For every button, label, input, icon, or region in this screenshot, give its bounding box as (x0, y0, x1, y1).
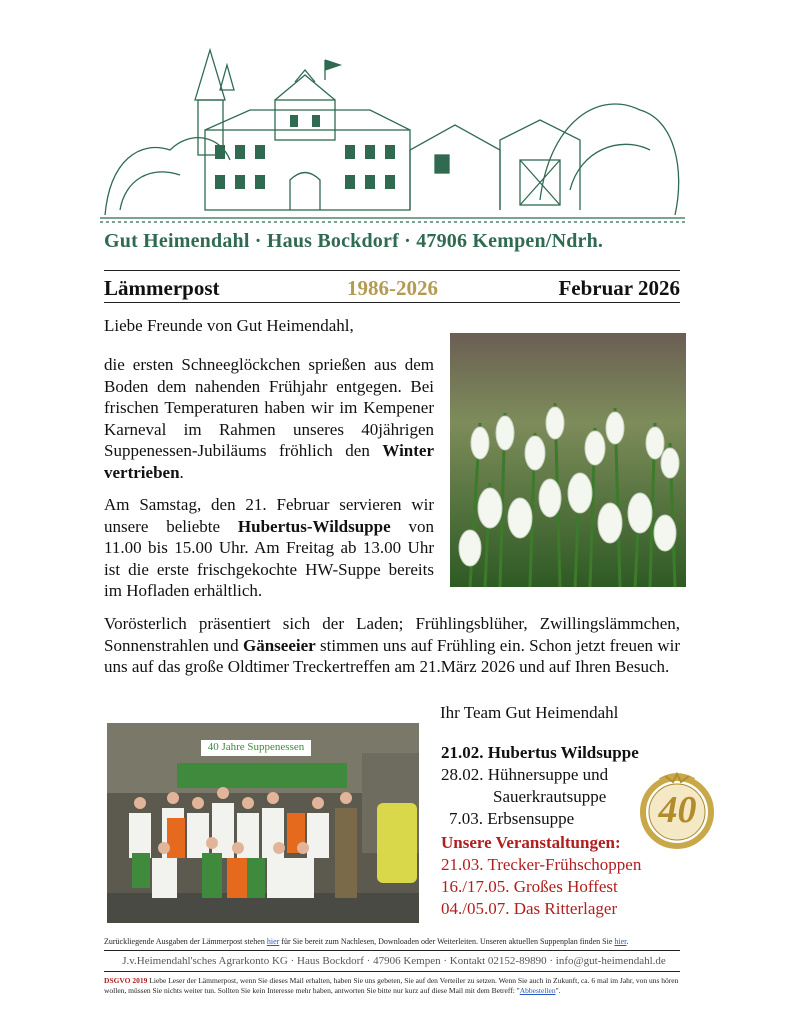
greeting: Liebe Freunde von Gut Heimendahl, (104, 316, 354, 335)
schedule-item: 28.02. Hühnersuppe und (441, 765, 609, 784)
paragraph-1 (104, 354, 434, 483)
archive-link[interactable]: hier (266, 937, 280, 946)
dsgvo-end: ". (555, 985, 561, 995)
archive-text-b: für Sie bereit zum Nachlesen, Downloaden oder Weiterleiten. Unseren aktuellen Suppenplan finden Sie (279, 937, 615, 946)
medal-number: 40 (658, 789, 697, 831)
paragraph-3 (104, 613, 680, 678)
events-title: Unsere Veranstaltungen: (441, 833, 621, 852)
estate-drawing (100, 40, 685, 225)
issue-date: Februar 2026 (558, 276, 680, 300)
masthead (104, 276, 680, 302)
masthead-bottom-rule (104, 302, 680, 303)
group-photo-image (107, 723, 419, 923)
dsgvo-label: DSGVO 2019 (104, 976, 148, 985)
archive-note (104, 937, 684, 946)
p2-end: von 11.00 bis 15.00 Uhr. Am Freitag ab 13.00 Uhr ist die erste frischgekochte HW-Suppe bereits im Hofladen erhältlich. (104, 516, 434, 600)
schedule-item: Sauerkrautsuppe (493, 787, 607, 806)
soup-plan-link[interactable]: hier (614, 937, 627, 946)
p1-bold: Winter vertrieben (104, 441, 434, 482)
newsletter-title: Lämmerpost (104, 276, 220, 300)
event-item: 21.03. Trecker-Frühschoppen (441, 855, 642, 874)
p3-bold: Gänseeier (242, 635, 316, 655)
org-address-line: Gut Heimendahl · Haus Bockdorf · 47906 Kempen/Ndrh. (104, 230, 604, 252)
p1-text: die ersten Schneeglöckchen sprießen aus dem Boden dem nahenden Frühjahr entgegen. Bei frischen Temperaturen haben wir im Kempener Karneval im Rahmen unseres 40jährigen Suppenessen-Jubiläums fröhlich den (104, 355, 434, 460)
footer-rule-2 (104, 971, 680, 972)
schedule-item: 7.03. Erbsensuppe (449, 809, 575, 828)
signature: Ihr Team Gut Heimendahl (440, 703, 619, 722)
schedule-item: 21.02. Hubertus Wildsuppe (441, 743, 639, 762)
paragraph-2 (104, 494, 434, 602)
dsgvo-note (104, 976, 680, 995)
contact-line: J.v.Heimendahl'sches Agrarkonto KG · Haus Bockdorf · 47906 Kempen · Kontakt 02152-89890 · info@gut-heimendahl.de (122, 955, 666, 967)
p2-text: Am Samstag, den 21. Februar servieren wir unsere beliebte (104, 495, 434, 536)
event-item: 04./05.07. Das Ritterlager (441, 899, 618, 918)
soup-schedule (441, 742, 641, 920)
p2-bold: Hubertus-Wildsuppe (237, 516, 391, 536)
footer-rule (104, 950, 680, 951)
dsgvo-text: Liebe Leser der Lämmerpost, wenn Sie dieses Mail erhalten, haben Sie uns gebeten, Sie auf den Verteiler zu setzen. Wenn Sie auch in Zukunft, ca. 6 mal im Jahr, von uns hören wollen, müssen Sie nichts weiter tun. Sollten Sie kein Interesse mehr haben, antworten Sie bitte nur kurz auf diese Mail mit dem Betreff: " (104, 976, 679, 995)
p3-text: Vorösterlich präsentiert sich der Laden; Frühlingsblüher, Zwillingslämmchen, Sonnenstrahlen und (104, 614, 680, 655)
unsubscribe-link[interactable]: Abbestellen (519, 985, 556, 995)
event-item: 16./17.05. Großes Hoffest (441, 877, 618, 896)
p3-end: stimmen uns auf Frühling ein. Schon jetzt freuen wir uns auf das große Oldtimer Treckertreffen am 21.März 2026 und auf Ihren Besuch. (104, 635, 680, 676)
masthead-top-rule (104, 270, 680, 271)
archive-text-c: . (626, 937, 629, 946)
snowdrops-photo (450, 333, 686, 587)
anniversary-medal (635, 770, 720, 850)
anniversary-years: 1986-2026 (347, 276, 438, 300)
group-photo (107, 723, 419, 923)
archive-text-a: Zurückliegende Ausgaben der Lämmerpost stehen (104, 937, 267, 946)
p1-end: . (179, 462, 184, 482)
group-photo-banner: 40 Jahre Suppenessen (207, 741, 305, 753)
